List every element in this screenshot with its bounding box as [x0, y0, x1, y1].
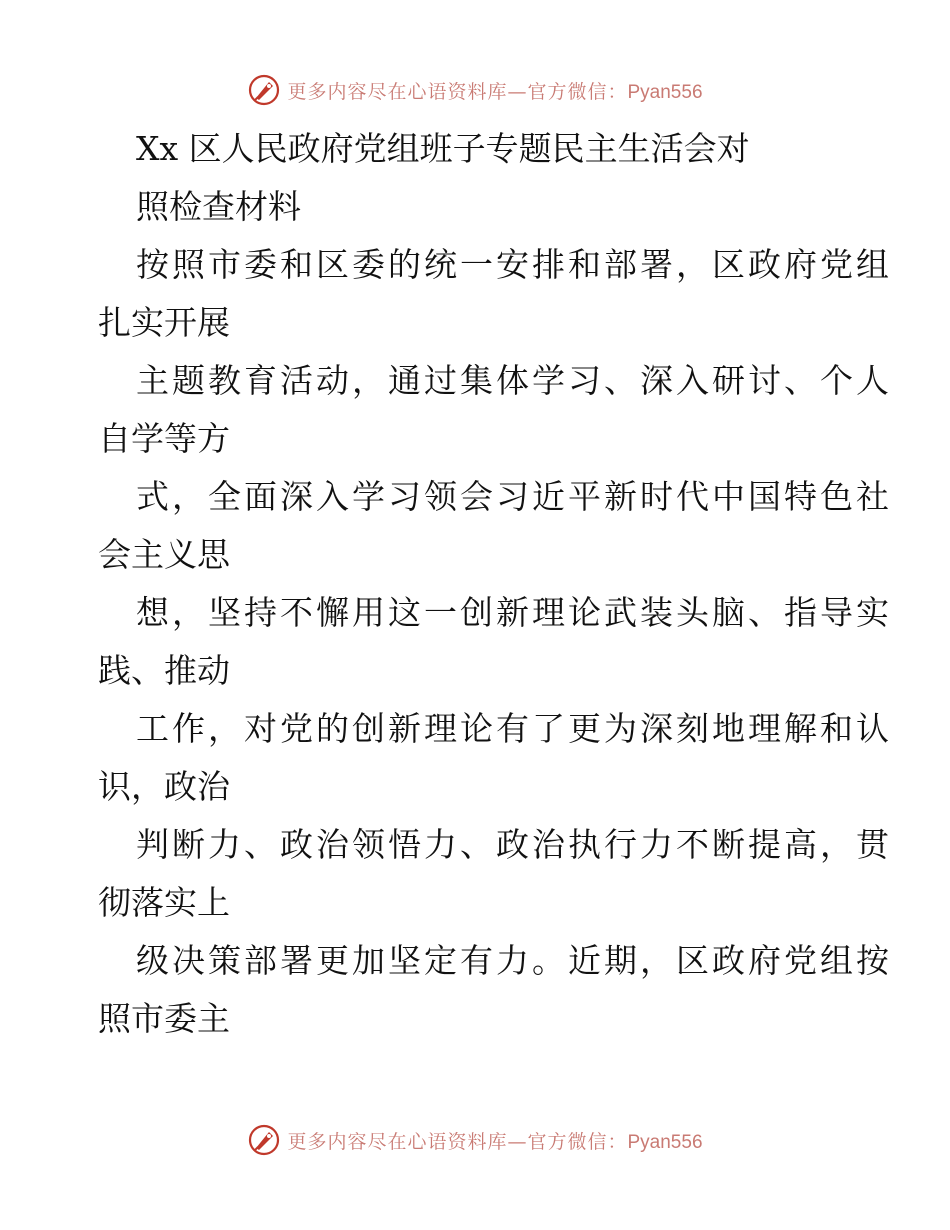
paragraph-line: 践、推动 [98, 651, 230, 690]
paragraph-line: 工作，对党的创新理论有了更为深刻地理解和认 [136, 709, 892, 748]
watermark-text [287, 77, 702, 104]
paragraph-line: 主题教育活动，通过集体学习、深入研讨、个人 [136, 361, 892, 400]
document-title-line-1: Xx 区人民政府党组班子专题民主生活会对 [136, 129, 750, 168]
watermark-wechat-id: Pyan556 [627, 81, 703, 103]
watermark-dash: — [507, 80, 528, 103]
paragraph-line: 扎实开展 [98, 303, 230, 342]
document-body [98, 120, 892, 1048]
header-watermark [0, 70, 950, 110]
watermark-site-text: 更多内容尽在心语资料库 [287, 1130, 508, 1153]
paragraph-line: 想，坚持不懈用这一创新理论武装头脑、指导实 [136, 593, 892, 632]
paragraph-line: 式，全面深入学习领会习近平新时代中国特色社 [136, 477, 892, 516]
pen-nib-logo-icon [247, 1123, 281, 1157]
paragraph-line: 级决策部署更加坚定有力。近期，区政府党组按 [136, 941, 892, 980]
watermark-site-text: 更多内容尽在心语资料库 [287, 80, 508, 103]
pen-nib-logo-icon [247, 73, 281, 107]
watermark-wechat-id: Pyan556 [627, 1131, 703, 1153]
paragraph-line: 识，政治 [98, 767, 230, 806]
document-title-line-2: 照检查材料 [136, 187, 301, 226]
paragraph-line: 判断力、政治领悟力、政治执行力不断提高，贯 [136, 825, 892, 864]
watermark-wechat-label: 官方微信： [527, 1130, 628, 1153]
watermark-text [287, 1127, 702, 1154]
paragraph-line: 彻落实上 [98, 883, 230, 922]
paragraph-line: 自学等方 [98, 419, 230, 458]
paragraph-line: 会主义思 [98, 535, 230, 574]
paragraph-line: 按照市委和区委的统一安排和部署，区政府党组 [136, 245, 892, 284]
paragraph-line: 照市委主 [98, 999, 230, 1038]
watermark-wechat-label: 官方微信： [527, 80, 628, 103]
watermark-dash: — [507, 1130, 528, 1153]
footer-watermark [0, 1120, 950, 1160]
